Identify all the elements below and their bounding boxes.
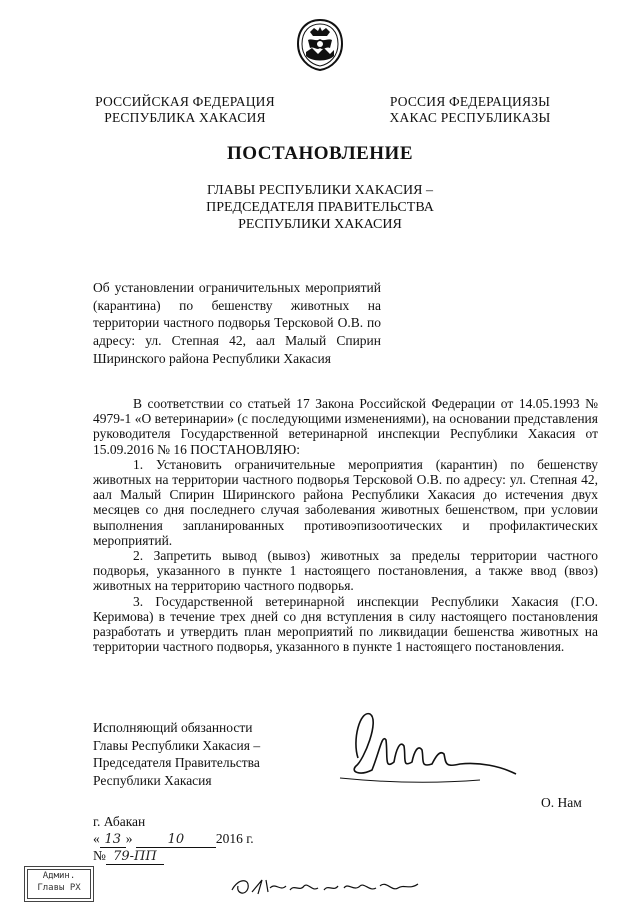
header-left-line: РЕСПУБЛИКА ХАКАСИЯ xyxy=(104,110,266,125)
coat-of-arms-emblem xyxy=(296,18,344,72)
place-of-issue: г. Абакан xyxy=(93,814,146,829)
signatory-position-line: Председателя Правительства xyxy=(93,755,260,770)
date-close-quote: » xyxy=(125,831,133,846)
document-number xyxy=(93,848,164,865)
stamp-line: Главы РХ xyxy=(37,883,81,893)
number-value: 79-ПП xyxy=(106,849,164,865)
signatory-name: О. Нам xyxy=(541,795,582,810)
decree-body xyxy=(93,396,598,654)
stamp-line: Админ. xyxy=(42,871,76,881)
signatory-position-line: Главы Республики Хакасия – xyxy=(93,737,261,753)
date-open-quote: « xyxy=(93,831,100,846)
body-paragraph: В соответствии со статьей 17 Закона Российской Федерации от 14.05.1993 № 4979-1 «О ветеринарии» (с последующими изменениями), на основании представления руководителя Государственной ветеринарной инспекции Республики Хакасия от 15.09.2016 № 16 ПОСТАНОВЛЯЮ: xyxy=(93,396,598,457)
date-of-issue xyxy=(93,831,254,848)
header-khakas-block xyxy=(380,94,560,126)
signatory-position-line: Исполняющий обязанности xyxy=(93,720,253,735)
registry-stamp xyxy=(27,869,91,899)
subtitle-line: ПРЕДСЕДАТЕЛЯ ПРАВИТЕЛЬСТВА xyxy=(206,200,434,215)
date-month: 10 xyxy=(136,832,216,848)
date-year: 2016 г. xyxy=(215,831,254,846)
document-type-title: ПОСТАНОВЛЕНИЕ xyxy=(226,143,414,164)
signatory-position xyxy=(93,719,260,789)
body-paragraph: 2. Запретить вывод (вывоз) животных за пределы территории частного подворья, указанного в пункте 1 настоящего постановления, а также ввод (ввоз) животных на территорию частного подворья. xyxy=(93,548,598,594)
body-paragraph: 1. Установить ограничительные мероприятия (карантин) по бешенству животных на территории частного подворья Терсковой О.В. по адресу: ул. Степная 42, аал Малый Спирин Ширинского района Республики Хакасия до истечения двух месяцев со дня последнего случая заболевания животных бешенством, при условии выполнения запланированных противоэпизоотических и профилактических мероприятий. xyxy=(93,456,598,548)
body-paragraph: 3. Государственной ветеринарной инспекции Республики Хакасия (Г.О. Керимова) в течение трех дней со дня вступления в силу настоящего постановления разработать и утвердить план мероприятий по ликвидации бешенства животных на территории частного подворья, указанного в пункте 1 настоящего постановления. xyxy=(93,593,598,655)
decree-subject: Об установлении ограничительных мероприятий (карантина) по бешенству животных на территории частного подворья Терсковой О.В. по адресу: ул. Степная 42, аал Малый Спирин Ширинского района Республики Хакасия xyxy=(93,280,381,366)
signatory-position-line: Республики Хакасия xyxy=(93,772,212,788)
subtitle-line: РЕСПУБЛИКИ ХАКАСИЯ xyxy=(238,217,402,232)
date-day: 13 xyxy=(100,832,126,848)
subtitle-line: ГЛАВЫ РЕСПУБЛИКИ ХАКАСИЯ – xyxy=(207,183,433,198)
header-russian-block xyxy=(95,94,275,126)
handwritten-note-scrawl xyxy=(228,870,428,900)
header-right-line: РОССИЯ ФЕДЕРАЦИЯЗЫ xyxy=(389,94,551,109)
header-right-line: ХАКАС РЕСПУБЛИКАЗЫ xyxy=(389,110,551,125)
handwritten-signature xyxy=(330,700,530,790)
issuer-subtitle xyxy=(0,182,640,233)
header-left-line: РОССИЙСКАЯ ФЕДЕРАЦИЯ xyxy=(95,94,275,109)
number-sign: № xyxy=(93,848,106,863)
